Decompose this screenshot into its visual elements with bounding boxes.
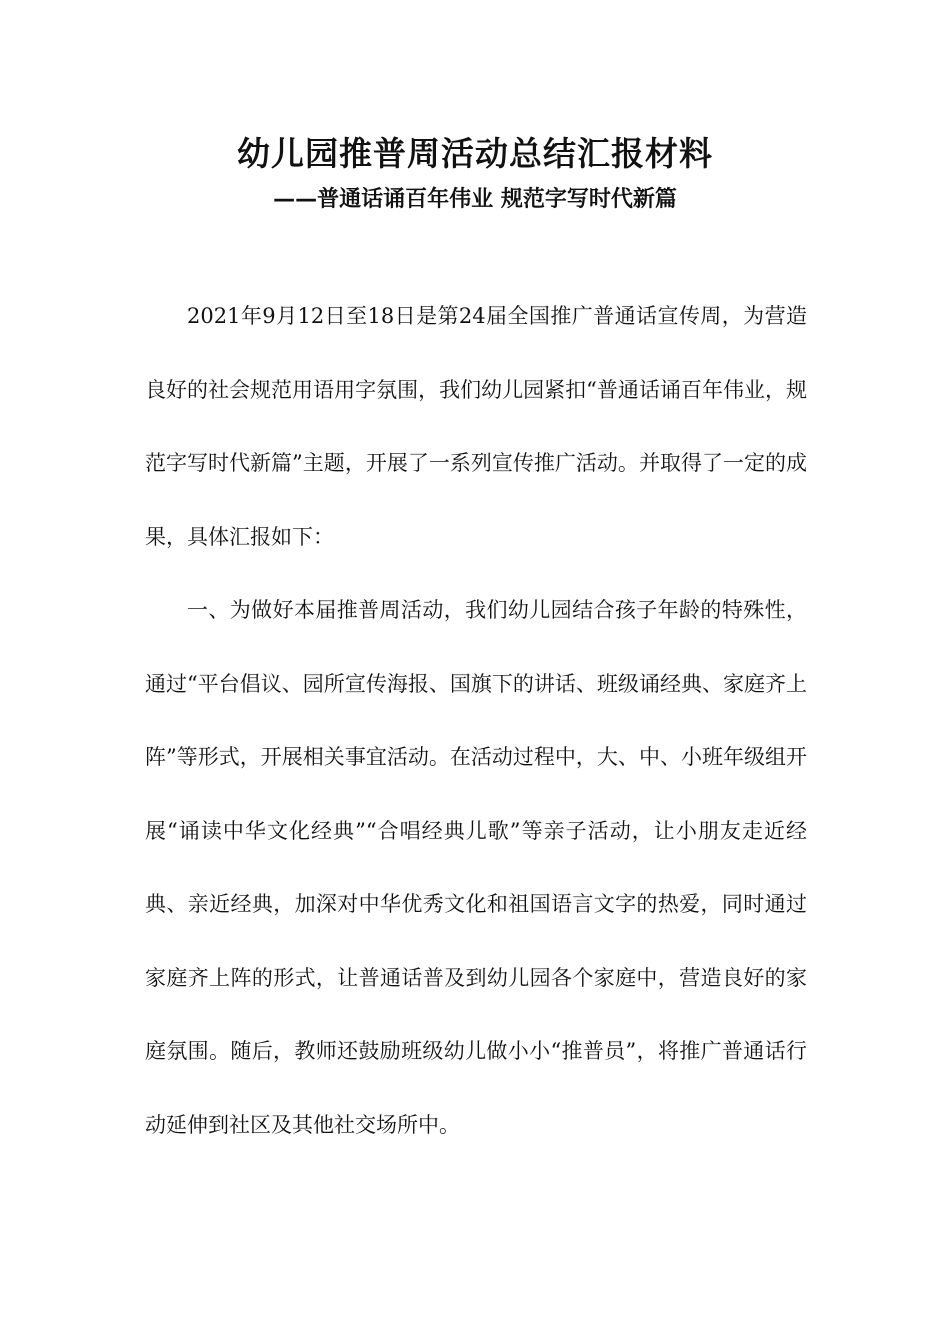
document-subtitle: ——普通话诵百年伟业 规范字写时代新篇	[273, 187, 677, 212]
paragraph-intro: 2021年9月12日至18日是第24届全国推广普通话宣传周，为营造良好的社会规范用语用字氛围，我们幼儿园紧扣“普通话诵百年伟业，规范字写时代新篇”主题，开展了一系列宣传推广活动。并取得了一定的成果，具体汇报如下：	[145, 304, 807, 549]
document-body	[145, 280, 807, 1162]
paragraph-section-one: 一、为做好本届推普周活动，我们幼儿园结合孩子年龄的特殊性，通过“平台倡议、园所宣传海报、国旗下的讲话、班级诵经典、家庭齐上阵”等形式，开展相关事宜活动。在活动过程中，大、中、小班年级组开展“诵读中华文化经典”“合唱经典儿歌”等亲子活动，让小朋友走近经典、亲近经典，加深对中华优秀文化和祖国语言文字的热爱，同时通过家庭齐上阵的形式，让普通话普及到幼儿园各个家庭中，营造良好的家庭氛围。随后，教师还鼓励班级幼儿做小小“推普员”，将推广普通话行动延伸到社区及其他社交场所中。	[145, 598, 807, 1137]
document-title: 幼儿园推普周活动总结汇报材料	[237, 134, 713, 173]
